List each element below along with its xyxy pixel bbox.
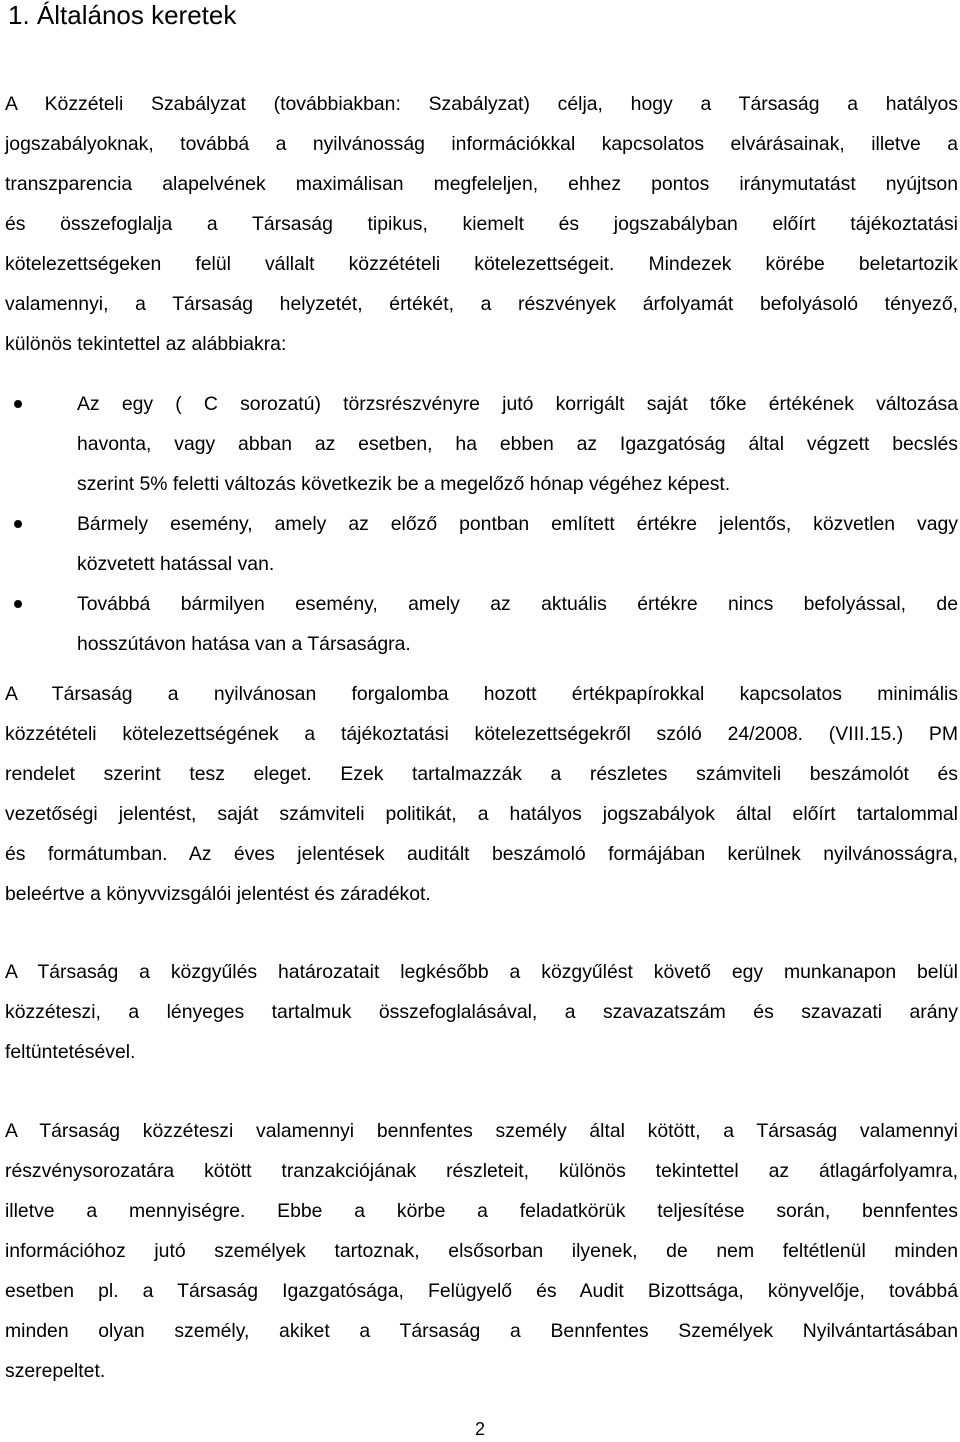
- section-heading: 1. Általános keretek: [8, 0, 237, 30]
- insider-paragraph: [5, 1111, 958, 1391]
- general-meeting-paragraph: [5, 952, 958, 1072]
- text-line: hosszútávon hatása van a Társaságra.: [77, 633, 411, 655]
- text-line: különös tekintettel az alábbiakra:: [5, 333, 287, 355]
- bullet-icon: [14, 400, 22, 408]
- text-line: és összefoglalja a Társaság tipikus, kiemelt és jogszabályban előírt tájékoztatási: [5, 213, 958, 235]
- text-line: vezetőségi jelentést, saját számviteli politikát, a hatályos jogszabályok által előírt tartalommal: [5, 803, 958, 825]
- text-line: illetve a mennyiségre. Ebbe a körbe a feladatkörük teljesítése során, bennfentes: [5, 1200, 958, 1222]
- text-line: részvénysorozatára kötött tranzakciójának részleteit, különös tekintettel az átlagárfolyamra,: [5, 1160, 958, 1182]
- text-line: A Társaság a közgyűlés határozatait legkésőbb a közgyűlést követő egy munkanapon belül: [5, 961, 958, 983]
- text-line: A Társaság közzéteszi valamennyi bennfentes személy által kötött, a Társaság valamennyi: [5, 1120, 958, 1142]
- text-line: A Társaság a nyilvánosan forgalomba hozott értékpapírokkal kapcsolatos minimális: [5, 683, 958, 705]
- text-line: információhoz jutó személyek tartoznak, elsősorban ilyenek, de nem feltétlenül minden: [5, 1240, 958, 1262]
- text-line: feltüntetésével.: [5, 1041, 136, 1063]
- page-number: 2: [474, 1419, 485, 1439]
- text-line: Bármely esemény, amely az előző pontban említett értékre jelentős, közvetlen vagy: [77, 513, 958, 535]
- text-line: valamennyi, a Társaság helyzetét, értékét, a részvények árfolyamát befolyásoló tényező,: [5, 293, 958, 315]
- text-line: jogszabályoknak, továbbá a nyilvánosság információkkal kapcsolatos elvárásainak, illetve a: [5, 133, 958, 155]
- text-line: Az egy ( C sorozatú) törzsrészvényre jutó korrigált saját tőke értékének változása: [77, 393, 958, 415]
- text-line: havonta, vagy abban az esetben, ha ebben az Igazgatóság által végzett becslés: [77, 433, 958, 455]
- text-line: transzparencia alapelvének maximálisan megfeleljen, ehhez pontos iránymutatást nyújtson: [5, 173, 958, 195]
- text-line: közvetett hatással van.: [77, 553, 275, 575]
- text-line: közzétételi kötelezettségének a tájékoztatási kötelezettségekről szóló 24/2008. (VIII.15.) PM: [5, 723, 958, 745]
- bullet-icon: [14, 520, 22, 528]
- text-line: rendelet szerint tesz eleget. Ezek tartalmazzák a részletes számviteli beszámolót és: [5, 763, 958, 785]
- text-line: beleértve a könyvvizsgálói jelentést és záradékot.: [5, 883, 431, 905]
- disclosure-paragraph: [5, 674, 958, 914]
- intro-paragraph: [5, 84, 958, 364]
- text-line: Továbbá bármilyen esemény, amely az aktuális értékre nincs befolyással, de: [77, 593, 958, 615]
- text-line: szerint 5% feletti változás következik be a megelőző hónap végéhez képest.: [77, 473, 731, 495]
- text-line: A Közzételi Szabályzat (továbbiakban: Szabályzat) célja, hogy a Társaság a hatályos: [5, 93, 958, 115]
- text-line: közzéteszi, a lényeges tartalmuk összefoglalásával, a szavazatszám és szavazati arány: [5, 1001, 958, 1023]
- text-line: szerepeltet.: [5, 1360, 106, 1382]
- text-line: és formátumban. Az éves jelentések auditált beszámoló formájában kerülnek nyilvánosságra,: [5, 843, 958, 865]
- text-line: minden olyan személy, akiket a Társaság a Bennfentes Személyek Nyilvántartásában: [5, 1320, 958, 1342]
- bullet-icon: [14, 600, 22, 608]
- text-line: kötelezettségeken felül vállalt közzétételi kötelezettségeit. Mindezek körébe beletartozik: [5, 253, 958, 275]
- text-line: esetben pl. a Társaság Igazgatósága, Felügyelő és Audit Bizottsága, könyvelője, továbbá: [5, 1280, 958, 1302]
